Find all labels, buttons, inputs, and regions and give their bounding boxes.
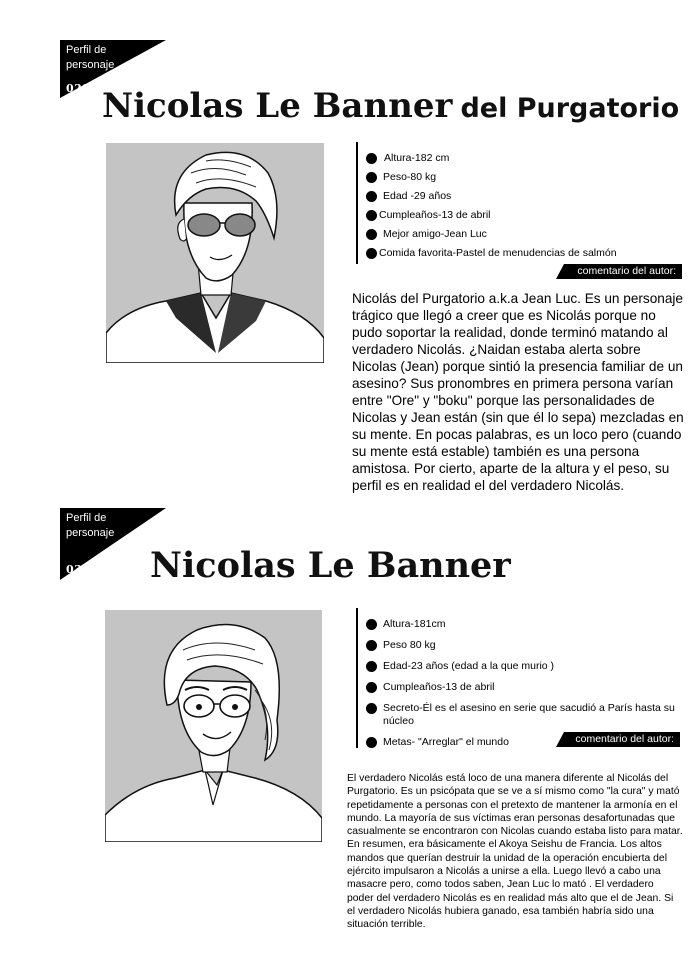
stat-item (366, 681, 684, 702)
character-name-suffix: del Purgatorio (460, 93, 680, 124)
bullet-icon (366, 619, 377, 630)
stat-item (366, 190, 684, 209)
stat-item (366, 209, 684, 228)
bullet-icon (366, 153, 377, 164)
stat-item (366, 618, 684, 639)
portrait-drawing (105, 610, 322, 842)
stat-text: Peso-80 kg (383, 171, 437, 183)
bullet-icon (366, 172, 377, 183)
profile-title-029 (102, 86, 679, 126)
stat-item (366, 639, 684, 660)
stat-item (366, 702, 684, 736)
bullet-icon (366, 682, 377, 693)
stat-text: Secreto-Él es el asesino en serie que sacudió a París hasta su núcleo (383, 702, 675, 727)
character-portrait (106, 143, 324, 363)
bullet-icon (366, 640, 377, 651)
author-comment-text: El verdadero Nicolás está loco de una manera diferente al Nicolás del Purgatorio. Es un psicópata que se ve a sí mismo como "la cura" y mató repetidamente a personas con el pretexto de mantener la armonía en el mundo. La mayoría de sus víctimas eran personas desafortunadas que casualmente se encontraron con Nicolas cuando estaba listo para matar. En resumen, era básicamente el Akoya Seishu de Francia. Los altos mandos que querían destruir la unidad de la operación encubierta del ejército impulsaron a Nicolás a unirse a ella. Luego llevó a cabo una masacre pero, como todos saben, Jean Luc lo mató . El verdadero poder del verdadero Nicolás es en realidad más alto que el de Jean. Si el verdadero Nicolás hubiera ganado, esa también habría sido una situación terrible. (347, 773, 683, 931)
bullet-icon (366, 737, 377, 748)
stat-text: Mejor amigo-Jean Luc (383, 228, 487, 240)
bullet-icon (366, 661, 377, 672)
stat-text: Peso 80 kg (383, 639, 436, 651)
stat-text: Altura-181cm (383, 618, 446, 630)
stats-divider (356, 142, 358, 264)
tag-label: Perfil de personaje (66, 44, 115, 71)
stat-text: Altura-182 cm (384, 152, 450, 164)
portrait-drawing (106, 143, 324, 363)
author-comment-bar (556, 732, 680, 747)
stats-divider (356, 608, 358, 748)
author-comment-label: comentario del autor: (577, 265, 676, 277)
bullet-icon (366, 248, 377, 259)
profile-number: 029 (66, 82, 91, 95)
stat-text: Metas- "Arreglar" el mundo (383, 736, 509, 748)
stat-text: Edad-23 años (edad a la que murio ) (383, 660, 555, 672)
tag-label: Perfil de personaje (66, 512, 115, 539)
stat-item (366, 660, 684, 681)
character-name: Nicolas Le Banner (102, 86, 453, 126)
bullet-icon (366, 703, 377, 714)
stat-item (366, 152, 684, 171)
stat-text: Cumpleaños-13 de abril (383, 681, 495, 693)
stat-text: Cumpleaños-13 de abril (379, 209, 491, 221)
character-name: Nicolas Le Banner (150, 545, 511, 586)
bullet-icon (366, 191, 377, 202)
stat-text: Edad -29 años (383, 190, 452, 202)
profile-number: 030 (66, 563, 91, 576)
character-portrait (105, 610, 322, 842)
author-comment-text: Nicolás del Purgatorio a.k.a Jean Luc. Es un personaje trágico que llegó a creer que es Nicolás porque no pudo soportar la realidad, donde terminó matando al verdadero Nicolás. ¿Naidan estaba alerta sobre Nicolas (Jean) porque sintió la presencia familiar de un asesino? Sus pronombres en primera persona varían entre "Ore" y "boku" porque las personalidades de Nicolas y Jean están (sin que él lo sepa) mezcladas en su mente. En pocas palabras, es un loco pero (cuando su mente está estable) también es una persona amistosa. Por cierto, aparte de la altura y el peso, su perfil es en realidad el del verdadero Nicolás. (352, 291, 684, 493)
stat-text: Comida favorita-Pastel de menudencias de salmón (379, 247, 617, 259)
stats-list (366, 152, 684, 266)
author-comment-bar (556, 264, 682, 279)
bullet-icon (366, 210, 377, 221)
stat-item (366, 171, 684, 190)
stat-item (366, 228, 684, 247)
profile-title-030 (150, 545, 511, 586)
author-comment-label: comentario del autor: (575, 733, 674, 745)
bullet-icon (366, 229, 377, 240)
